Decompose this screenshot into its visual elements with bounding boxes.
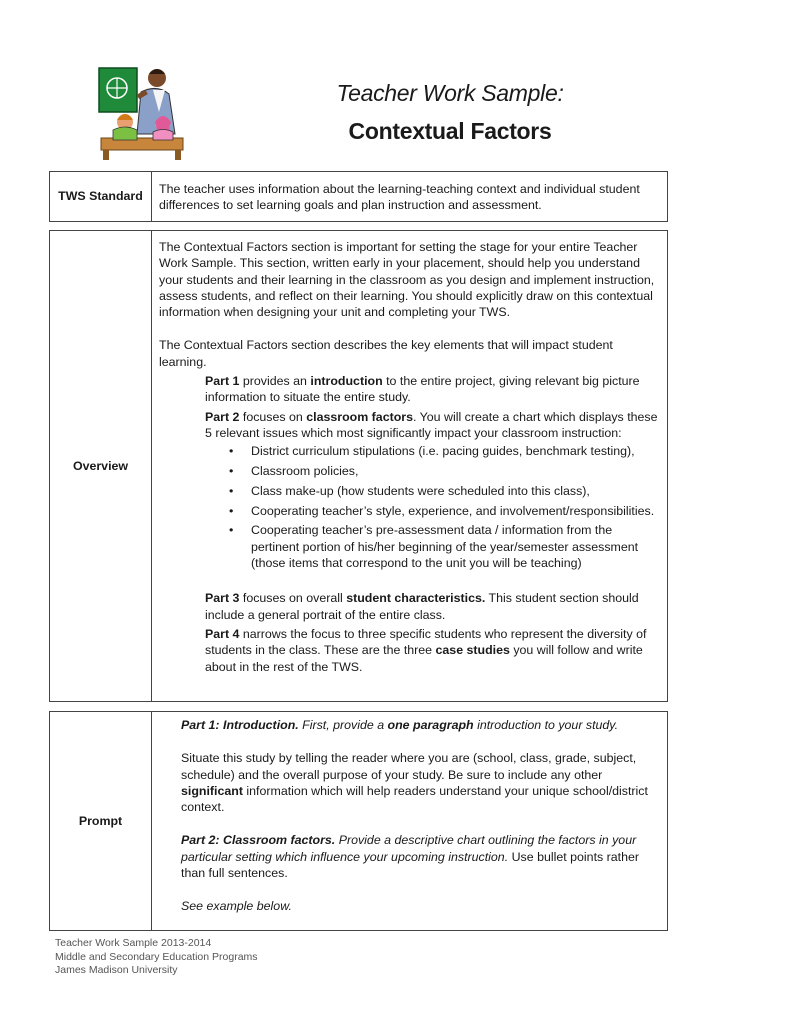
overview-part4: Part 4 narrows the focus to three specific students who represent the diversity of students in the class. These are the three case studies you will follow and write about in the rest of the TWS. xyxy=(205,626,647,674)
overview-intro: The Contextual Factors section is important for setting the stage for your entire Teacher Work Sample. This section, written early in your placement, should help you understand your students and their learning in the classroom as you design and implement instruction, assess students, and reflect on their learning. You should explicitly draw on this contextual information when designing your unit and completing your TWS. xyxy=(159,240,655,320)
list-item: • Classroom policies, xyxy=(251,463,661,479)
document-subtitle: Contextual Factors xyxy=(348,118,552,144)
classroom-factors-list xyxy=(159,443,661,571)
overview-content xyxy=(152,231,668,702)
footer-line: James Madison University xyxy=(55,964,178,976)
overview-label: Overview xyxy=(50,231,152,702)
prompt-part1: Part 1: Introduction. First, provide a one paragraph introduction to your study. xyxy=(181,718,619,732)
standard-text: The teacher uses information about the learning-teaching context and individual student differences to set learning goals and plan instruction and assessment. xyxy=(152,172,668,222)
footer-line: Middle and Secondary Education Programs xyxy=(55,950,258,963)
standard-label: TWS Standard xyxy=(50,172,152,222)
footer-line: Teacher Work Sample 2013-2014 xyxy=(55,937,212,949)
overview-part3: Part 3 focuses on overall student characteristics. This student section should include a general portrait of the entire class. xyxy=(205,591,639,622)
footer xyxy=(55,937,258,978)
title-block xyxy=(300,78,600,146)
list-item: • District curriculum stipulations (i.e. pacing guides, benchmark testing), xyxy=(251,443,661,459)
list-item: • Cooperating teacher’s style, experience, and involvement/responsibilities. xyxy=(251,503,661,519)
prompt-part2: Part 2: Classroom factors. Provide a descriptive chart outlining the factors in your particular setting which influence your upcoming instruction. Use bullet points rather than full sentences. xyxy=(181,833,640,881)
overview-part2: Part 2 focuses on classroom factors. You will create a chart which displays these 5 relevant issues which most significantly impact your classroom instruction: xyxy=(205,409,658,440)
overview-part1: Part 1 provides an introduction to the entire project, giving relevant big picture information to situate the entire study. xyxy=(205,374,640,405)
prompt-see-example: See example below. xyxy=(181,899,292,914)
list-item: • Cooperating teacher’s pre-assessment data / information from the pertinent portion of his/her beginning of the year/semester assessment (those items that correspond to the unit you will be teaching) xyxy=(251,522,661,571)
overview-box xyxy=(49,230,668,702)
prompt-label: Prompt xyxy=(50,712,152,931)
list-item: • Class make-up (how students were scheduled into this class), xyxy=(251,483,661,499)
document-title: Teacher Work Sample: xyxy=(336,80,564,106)
prompt-situate: Situate this study by telling the reader where you are (school, class, grade, subject, schedule) and the overall purpose of your study. Be sure to include any other significant information which will help readers understand your unique school/district context. xyxy=(181,751,648,815)
standard-box xyxy=(49,171,668,222)
prompt-content xyxy=(152,712,668,931)
teacher-students-clipart xyxy=(97,64,193,160)
overview-lead: The Contextual Factors section describes the key elements that will impact student learning. xyxy=(159,338,613,369)
prompt-box xyxy=(49,711,668,931)
